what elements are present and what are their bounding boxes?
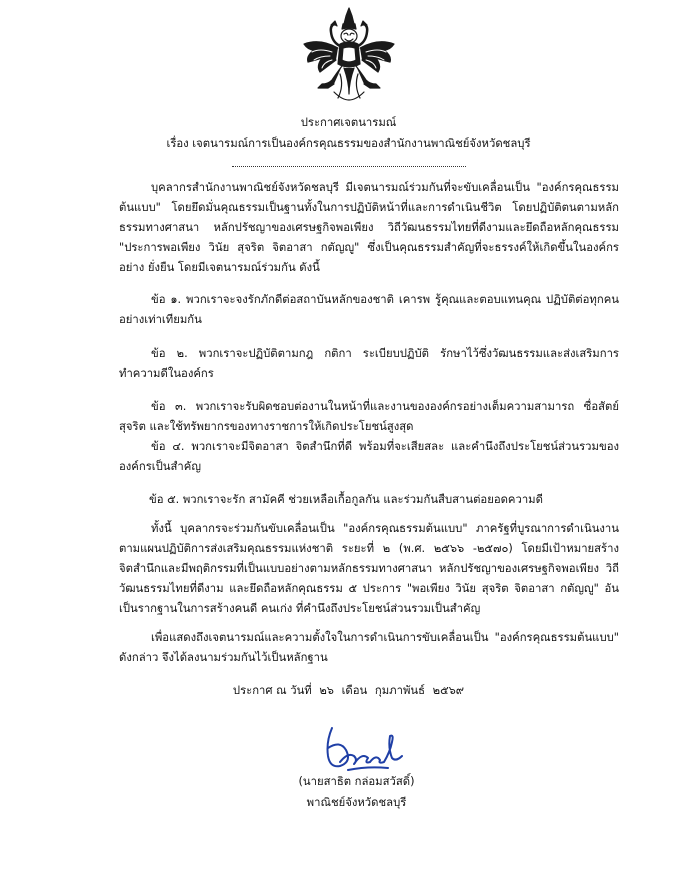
announcement-date: [0, 681, 697, 701]
pledge-item-5: ข้อ ๕. พวกเราจะรัก สามัคคี ช่วยเหลือเกื้อกูลกัน และร่วมกันสืบสานต่อยอดความดี: [149, 493, 543, 506]
garuda-emblem-icon: [298, 4, 400, 104]
signatory-position: พาณิชย์จังหวัดชลบุรี: [306, 796, 407, 809]
dotted-divider: [232, 166, 466, 167]
date-month-label: เดือน: [341, 684, 368, 697]
pledge-item-4: ข้อ ๔. พวกเราจะมีจิตอาสา จิตสำนึกที่ดี พร้อมที่จะเสียสละ และคำนึงถึงประโยชน์ส่วนรวมขององค์กรเป็นสำคัญ: [119, 440, 619, 473]
date-year: ๒๕๖๙: [432, 684, 465, 697]
date-month: กุมภาพันธ์: [374, 684, 426, 697]
date-prefix: ประกาศ ณ วันที่: [232, 684, 312, 697]
commitment-paragraph: เพื่อแสดงถึงเจตนารมณ์และความตั้งใจในการดำเนินการขับเคลื่อนเป็น "องค์กรคุณธรรมต้นแบบ" ดังกล่าว จึงได้ลงนามร่วมกันไว้เป็นหลักฐาน: [119, 631, 619, 664]
announcement-subject: เรื่อง เจตนารมณ์การเป็นองค์กรคุณธรรมของสำนักงานพาณิชย์จังหวัดชลบุรี: [166, 137, 531, 150]
date-day: ๒๖: [319, 684, 334, 697]
pledge-item-3: ข้อ ๓. พวกเราจะรับผิดชอบต่องานในหน้าที่และงานขององค์กรอย่างเต็มความสามารถ ซื่อสัตย์สุจริต และใช้ทรัพยากรของทางราชการให้เกิดประโยชน์สูงสุด: [119, 400, 619, 433]
pledge-item-1: ข้อ ๑. พวกเราจะจงรักภักดีต่อสถาบันหลักของชาติ เคารพ รู้คุณและตอบแทนคุณ ปฏิบัติต่อทุกคนอย่างเท่าเทียมกัน: [119, 293, 619, 326]
signatory-name: (นายสาธิต กล่อมสวัสดิ์): [298, 775, 415, 788]
pledge-item-2: ข้อ ๒. พวกเราจะปฏิบัติตามกฎ กติกา ระเบียบปฏิบัติ รักษาไว้ซึ่งวัฒนธรรมและส่งเสริมการทำความดีในองค์กร: [119, 347, 619, 380]
intro-paragraph: บุคลากรสำนักงานพาณิชย์จังหวัดชลบุรี มีเจตนารมณ์ร่วมกันที่จะขับเคลื่อนเป็น "องค์กรคุณธรรมต้นแบบ" โดยยึดมั่นคุณธรรมเป็นฐานทั้งในการปฏิบัติหน้าที่และการดำเนินชีวิต โดยปฏิบัติตนตามหลักธรรมทางศาสนา หลักปรัชญาของเศรษฐกิจพอเพียง วิถีวัฒนธรรมไทยที่ดีงามและยึดถือหลักคุณธรรม "ประการพอเพียง วินัย สุจริต จิตอาสา กตัญญู" ซึ่งเป็นคุณธรรมสำคัญที่จะธรรงค์ให้เกิดขึ้นในองค์กรอย่าง ยั่งยืน โดยมีเจตนารมณ์ร่วมกัน ดังนี้: [119, 181, 619, 274]
handwritten-signature-icon: [318, 722, 412, 774]
closing-paragraph: ทั้งนี้ บุคลากรจะร่วมกันขับเคลื่อนเป็น "องค์กรคุณธรรมต้นแบบ" ภาครัฐที่บูรณาการดำเนินงานตามแผนปฏิบัติการส่งเสริมคุณธรรมแห่งชาติ ระยะที่ ๒ (พ.ศ. ๒๕๖๖ -๒๕๗๐) โดยมีเป้าหมายสร้างจิตสำนึกและมีพฤติกรรมที่เป็นแบบอย่างตามหลักธรรมทางศาสนา หลักปรัชญาของเศรษฐกิจพอเพียง วิถีวัฒนธรรมไทยที่ดีงาม และยึดถือหลักคุณธรรม ๕ ประการ "พอเพียง วินัย สุจริต จิตอาสา กตัญญู" อันเป็นรากฐานในการสร้างคนดี คนเก่ง ที่คำนึงถึงประโยชน์ส่วนรวมเป็นสำคัญ: [119, 522, 619, 615]
announcement-title: ประกาศเจตนารมณ์: [300, 116, 397, 129]
